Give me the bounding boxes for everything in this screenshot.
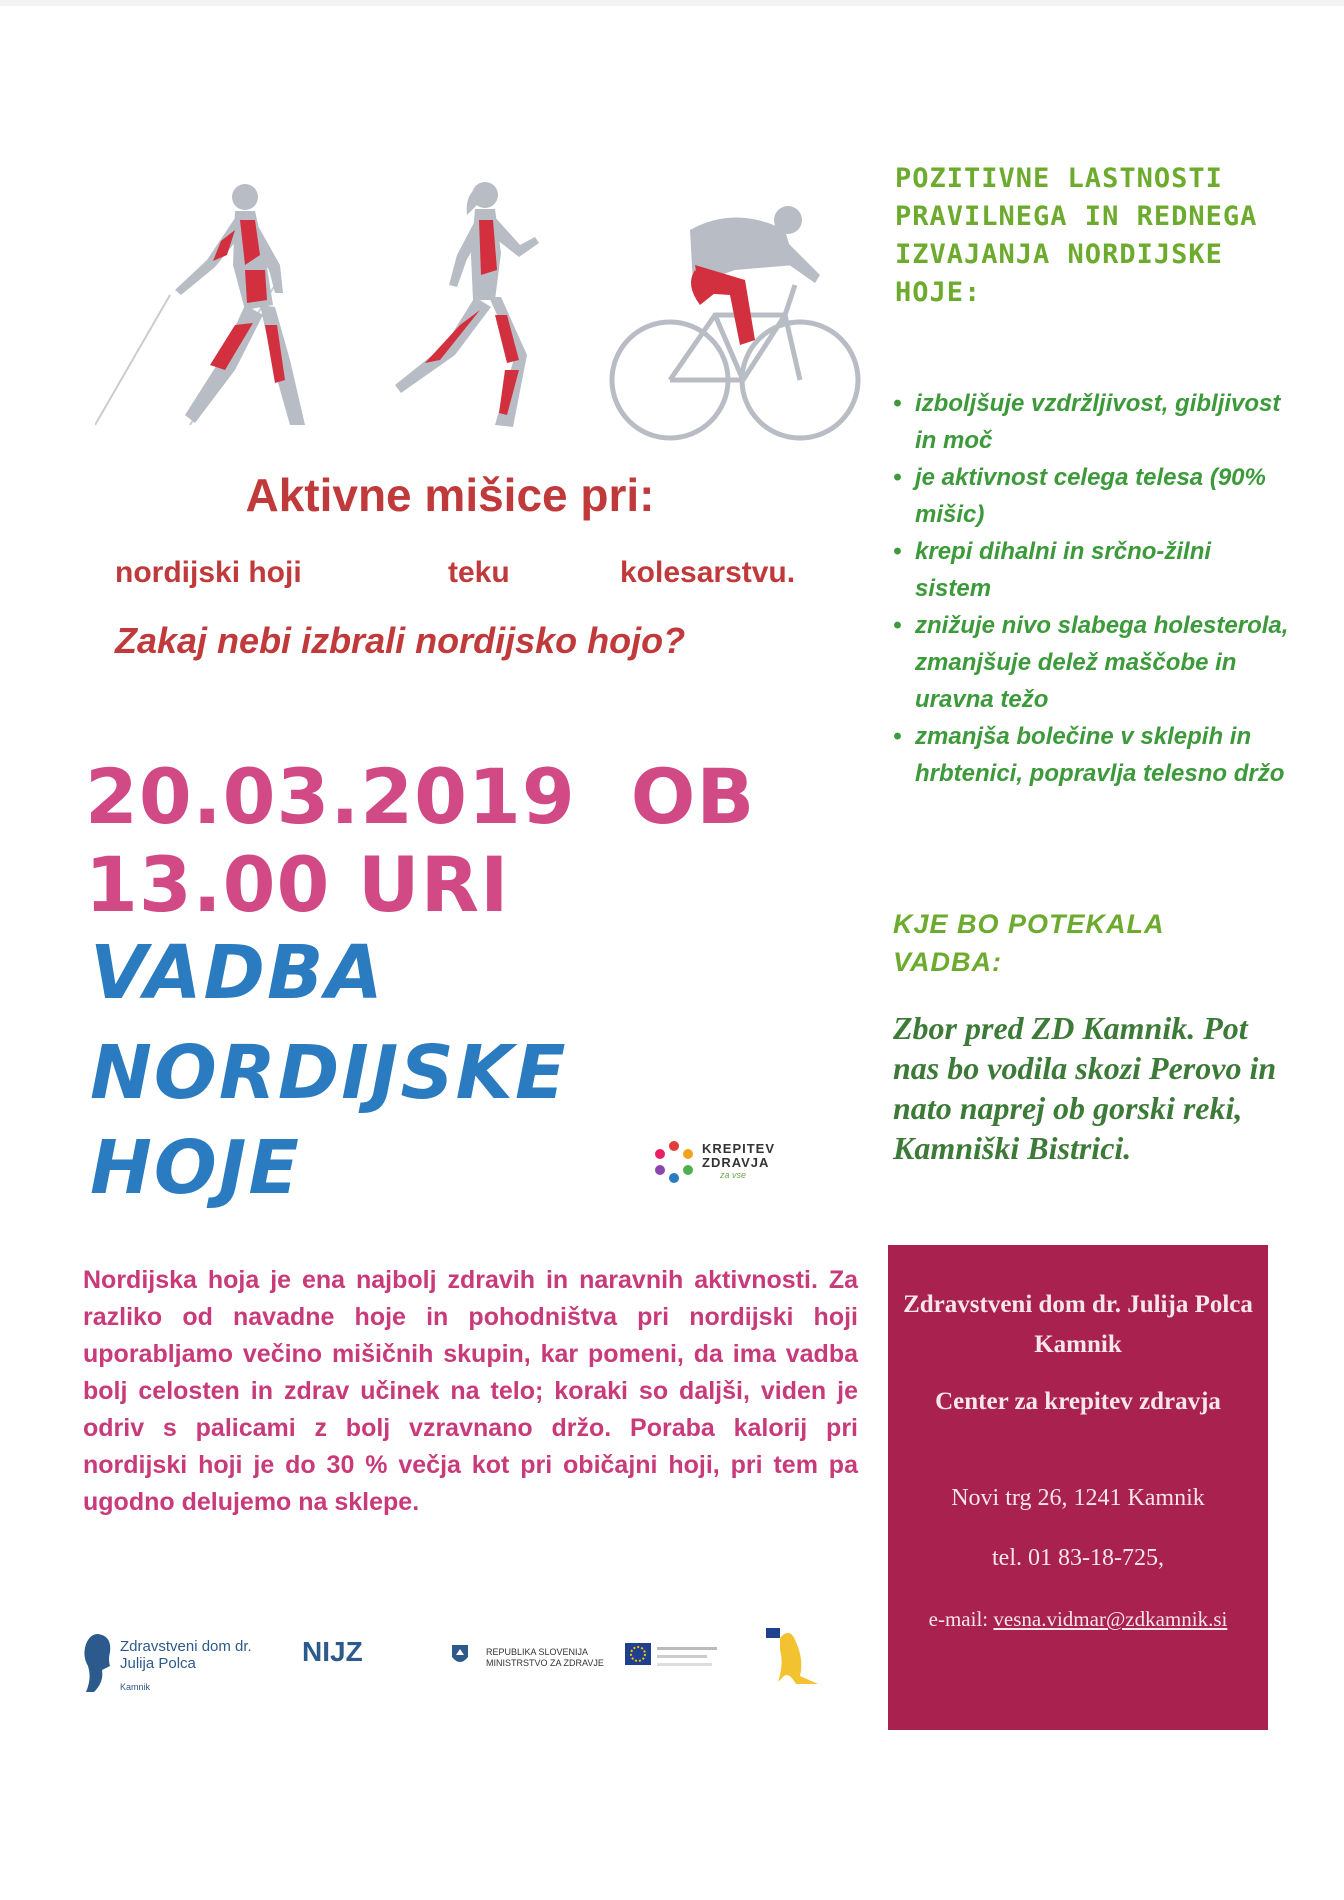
krepitev-zdravja-logo xyxy=(650,1138,800,1188)
eu-logo xyxy=(625,1637,735,1677)
zd-logo-city: Kamnik xyxy=(120,1682,151,1692)
nijz-logo xyxy=(302,1630,442,1670)
location-text: Zbor pred ZD Kamnik. Pot nas bo vodila skozi Perovo in nato naprej ob gorski reki, Kamniški Bistrici. xyxy=(893,1010,1277,1166)
kangaroo-logo xyxy=(760,1620,830,1690)
event-title-line-2: NORDIJSKE xyxy=(90,1030,568,1116)
contact-phone: tel. 01 83-18-725, xyxy=(992,1545,1164,1571)
eu-flag-icon xyxy=(625,1637,735,1677)
benefits-title: POZITIVNE LASTNOSTI PRAVILNEGA IN REDNEGA IZVAJANJA NORDIJSKE HOJE: xyxy=(895,163,1258,308)
location-title: KJE BO POTEKALA VADBA: xyxy=(893,909,1164,977)
benefit-item: • zmanjša bolečine v sklepih in hrbtenici, popravlja telesno držo xyxy=(893,718,1293,792)
event-date: 20.03.2019 OB xyxy=(85,752,756,841)
nijz-label: NIJZ xyxy=(302,1636,363,1667)
event-title-line-1: VADBA xyxy=(90,930,385,1016)
profile-head-icon xyxy=(80,1630,114,1696)
event-time: 13.00 URI xyxy=(85,840,510,929)
event-title-line-3: HOJE xyxy=(90,1125,301,1211)
benefit-item: • je aktivnost celega telesa (90% mišic) xyxy=(893,459,1293,533)
top-edge xyxy=(0,0,1344,6)
zd-logo-name: Zdravstveni dom dr. Julija Polca xyxy=(120,1638,252,1672)
activity-running: teku xyxy=(448,556,510,589)
zd-kamnik-logo xyxy=(80,1630,270,1700)
benefits-list xyxy=(893,385,1293,792)
slovenia-coat-icon xyxy=(450,1643,470,1667)
contact-center: Center za krepitev zdravja xyxy=(935,1388,1221,1415)
krepitev-tagline: za vse xyxy=(720,1170,747,1180)
benefit-item: • izboljšuje vzdržljivost, gibljivost in moč xyxy=(893,385,1293,459)
benefit-item: • znižuje nivo slabega holesterola, zmanjšuje delež maščobe in uravna težo xyxy=(893,607,1293,718)
contact-box xyxy=(888,1245,1268,1730)
krepitev-line-1: KREPITEV xyxy=(702,1141,776,1156)
contact-address: Novi trg 26, 1241 Kamnik xyxy=(951,1485,1205,1511)
email-label: e-mail: xyxy=(928,1607,989,1631)
contact-organization: Zdravstveni dom dr. Julija Polca Kamnik xyxy=(903,1291,1253,1358)
body-paragraph: Nordijska hoja je ena najbolj zdravih in naravnih aktivnosti. Za razliko od navadne hoje in pohodništva pri nordijski hoji uporabljamo večino mišičnih skupin, kar pomeni, da ima vadba bolj celosten in zdrav učinek na telo; koraki so daljši, viden je odriv s palicami z bolj vzravnano držo. Poraba kalorij pri nordijski hoji je do 30 % večja kot pri običajni hoji, pri tem pa ugodno delujemo na sklepe. xyxy=(83,1266,858,1516)
krepitev-line-2: ZDRAVJA xyxy=(702,1155,770,1170)
cyclist-figure xyxy=(612,206,858,438)
activity-cycling: kolesarstvu. xyxy=(620,556,796,589)
activity-illustrations xyxy=(95,175,865,445)
runner-figure xyxy=(395,182,539,427)
muscles-title: Aktivne mišice pri: xyxy=(245,469,655,521)
activity-nordic-walking: nordijski hoji xyxy=(115,556,302,589)
question-headline: Zakaj nebi izbrali nordijsko hojo? xyxy=(115,620,686,661)
kangaroo-icon xyxy=(760,1620,830,1690)
benefit-item: • krepi dihalni in srčno-žilni sistem xyxy=(893,533,1293,607)
nordic-walker-figure xyxy=(95,184,305,425)
email-link[interactable]: vesna.vidmar@zdkamnik.si xyxy=(993,1607,1228,1631)
people-circle-icon xyxy=(650,1138,698,1184)
ministry-logo xyxy=(450,1643,630,1683)
contact-email-row xyxy=(888,1607,1268,1632)
ministry-label: REPUBLIKA SLOVENIJA MINISTRSTVO ZA ZDRAVJE xyxy=(486,1647,604,1668)
